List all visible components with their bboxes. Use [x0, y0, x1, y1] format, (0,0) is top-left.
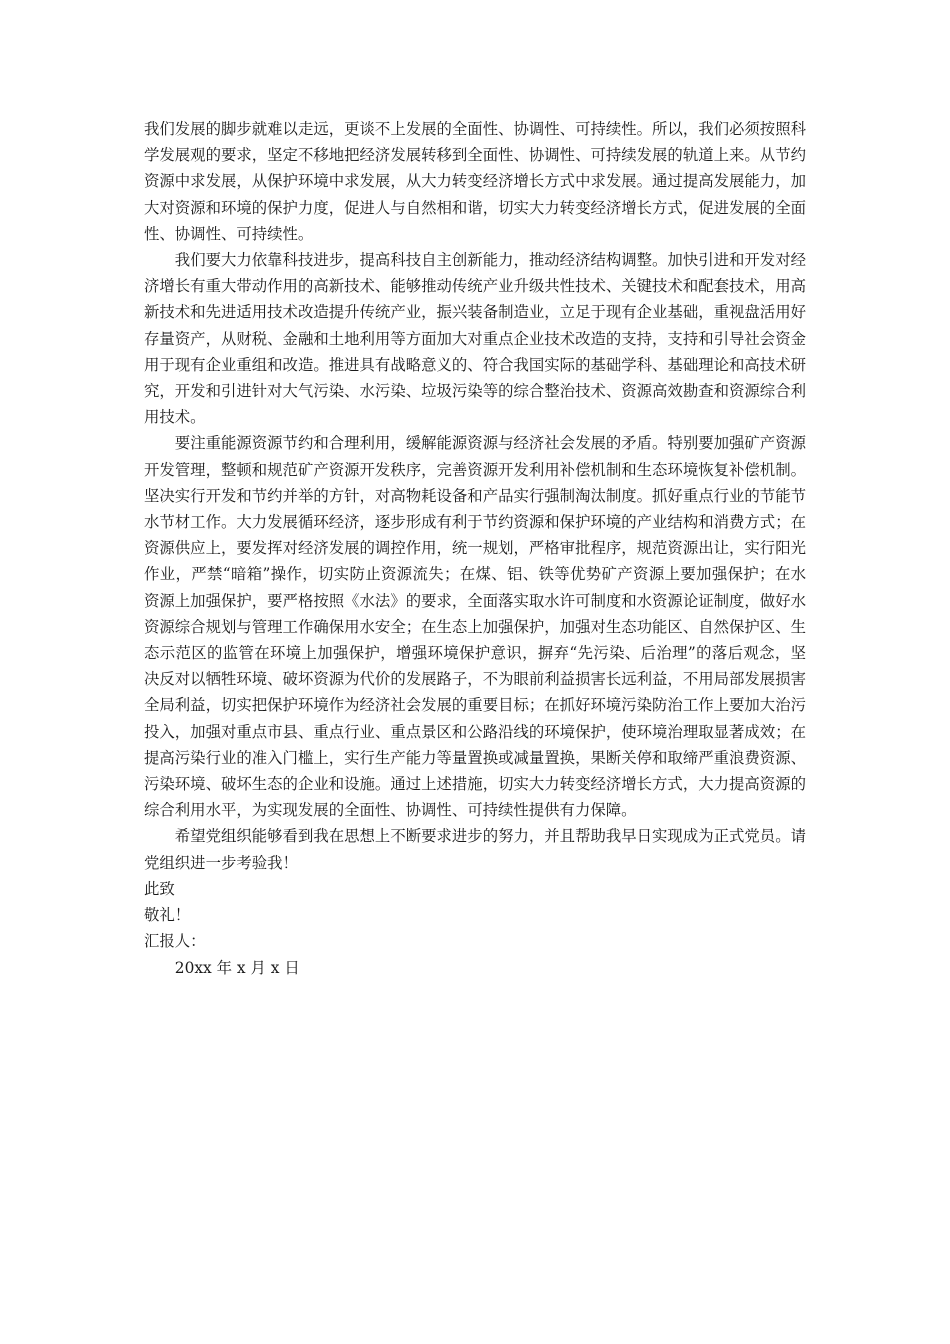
salute-line: 敬礼！ [144, 906, 191, 925]
paragraph-4: 希望党组织能够看到我在思想上不断要求进步的努力，并且帮助我早日实现成为正式党员。请党组织进一步考验我！ [144, 827, 806, 872]
paragraph-3: 要注重能源资源节约和合理利用，缓解能源资源与经济社会发展的矛盾。特别要加强矿产资源开发管理，整顿和规范矿产资源开发秩序，完善资源开发利用补偿机制和生态环境恢复补偿机制。坚决实行开发和节约并举的方针，对高物耗设备和产品实行强制淘汰制度。抓好重点行业的节能节水节材工作。大力发展循环经济，逐步形成有利于节约资源和保护环境的产业结构和消费方式；在资源供应上，要发挥对经济发展的调控作用，统一规划，严格审批程序，规范资源出让，实行阳光作业，严禁“暗箱”操作，切实防止资源流失；在煤、铝、铁等优势矿产资源上要加强保护；在水资源上加强保护，要严格按照《水法》的要求，全面落实取水许可制度和水资源论证制度，做好水资源综合规划与管理工作确保用水安全；在生态上加强保护，加强对生态功能区、自然保护区、生态示范区的监管在环境上加强保护，增强环境保护意识，摒弃“先污染、后治理”的落后观念，坚决反对以牺牲环境、破坏资源为代价的发展路子，不为眼前利益损害长远利益，不用局部发展损害全局利益，切实把保护环境作为经济社会发展的重要目标；在抓好环境污染防治工作上要加大治污投入，加强对重点市县、重点行业、重点景区和公路沿线的环境保护，使环境治理取显著成效；在提高污染行业的准入门槛上，实行生产能力等量置换或减量置换，果断关停和取缔严重浪费资源、污染环境、破坏生态的企业和设施。通过上述措施，切实大力转变经济增长方式，大力提高资源的综合利用水平，为实现发展的全面性、协调性、可持续性提供有力保障。 [144, 434, 806, 820]
reporter-label: 汇报人： [144, 932, 206, 951]
paragraph-1: 我们发展的脚步就难以走远，更谈不上发展的全面性、协调性、可持续性。所以，我们必须按照科学发展观的要求，坚定不移地把经济发展转移到全面性、协调性、可持续发展的轨道上来。从节约资源中求发展，从保护环境中求发展，从大力转变经济增长方式中求发展。通过提高发展能力，加大对资源和环境的保护力度，促进人与自然相和谐，切实大力转变经济增长方式，促进发展的全面性、协调性、可持续性。 [144, 120, 806, 243]
report-date: 20xx 年 x 月 x 日 [174, 958, 300, 977]
closing-line: 此致 [144, 879, 175, 898]
paragraph-2: 我们要大力依靠科技进步，提高科技自主创新能力，推动经济结构调整。加快引进和开发对经济增长有重大带动作用的高新技术、能够推动传统产业升级共性技术、关键技术和配套技术，用高新技术和先进适用技术改造提升传统产业，振兴装备制造业，立足于现有企业基础，重视盘活用好存量资产，从财税、金融和土地利用等方面加大对重点企业技术改造的支持，支持和引导社会资金用于现有企业重组和改造。推进具有战略意义的、符合我国实际的基础学科、基础理论和高技术研究，开发和引进针对大气污染、水污染、垃圾污染等的综合整治技术、资源高效勘查和资源综合利用技术。 [144, 251, 806, 427]
document-body [144, 116, 806, 981]
